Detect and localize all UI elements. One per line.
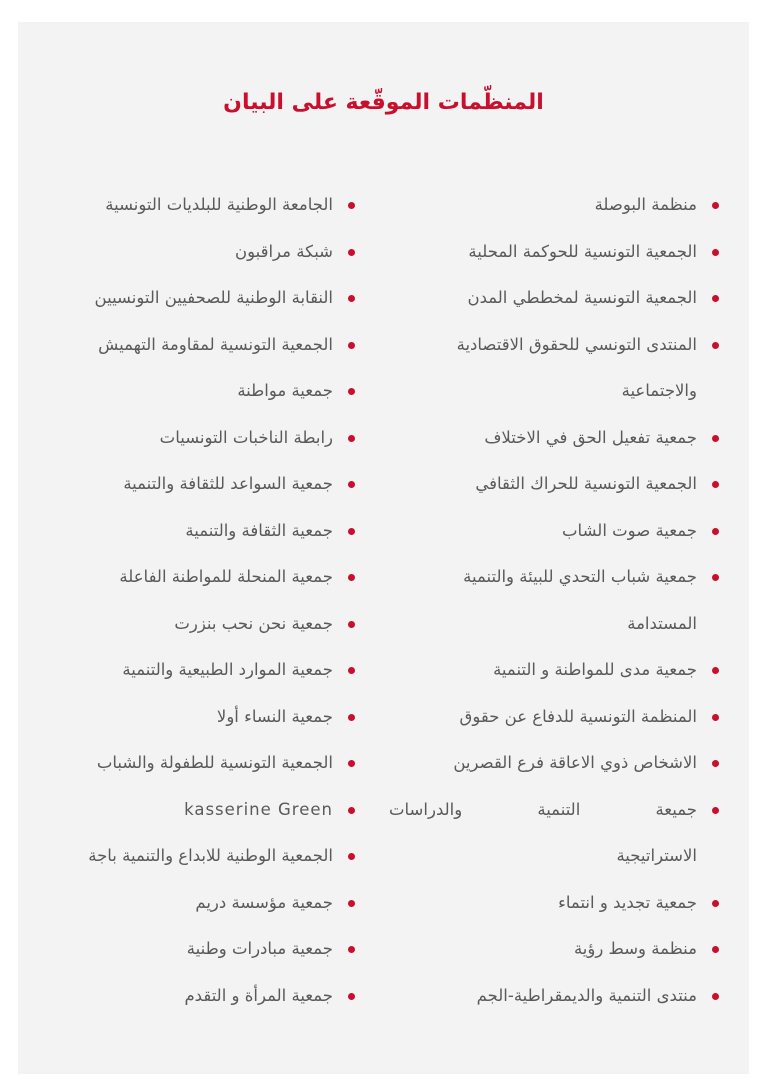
left-organization-item bbox=[15, 885, 355, 932]
left-organization-item bbox=[15, 466, 355, 513]
bullet-dot-icon bbox=[348, 528, 355, 535]
right-organization-item bbox=[389, 327, 719, 374]
bullet-dot-icon bbox=[348, 388, 355, 395]
right-organization-item bbox=[389, 885, 719, 932]
organization-name: جمعية السواعد للثقافة والتنمية bbox=[123, 474, 333, 493]
bullet-dot-icon bbox=[712, 760, 719, 767]
left-organization-item bbox=[15, 280, 355, 327]
organization-name: الجمعية الوطنية للابداع والتنمية باجة bbox=[88, 846, 333, 865]
organization-name: المنظمة التونسية للدفاع عن حقوق bbox=[459, 706, 697, 726]
bullet-dot-icon bbox=[712, 202, 719, 209]
left-organization-item bbox=[15, 745, 355, 792]
organization-name: منتدى التنمية والديمقراطية-الجم bbox=[476, 985, 697, 1005]
right-organization-item bbox=[389, 838, 719, 885]
right-column-list bbox=[389, 187, 719, 1024]
bullet-dot-icon bbox=[712, 900, 719, 907]
left-organization-item bbox=[15, 420, 355, 467]
organization-name: النقابة الوطنية للصحفيين التونسيين bbox=[94, 288, 333, 307]
bullet-dot-icon bbox=[712, 528, 719, 535]
bullet-dot-icon bbox=[712, 807, 719, 814]
right-organization-item bbox=[389, 280, 719, 327]
right-organization-item bbox=[389, 234, 719, 281]
organization-name: جمعية مبادرات وطنية bbox=[186, 939, 333, 958]
bullet-dot-icon bbox=[712, 714, 719, 721]
organization-name: الجمعية التونسية لمخططي المدن bbox=[467, 288, 697, 307]
bullet-dot-icon bbox=[712, 993, 719, 1000]
organization-name: جمعية شباب التحدي للبيئة والتنمية bbox=[463, 567, 697, 586]
right-organization-item bbox=[389, 187, 719, 234]
left-organization-item bbox=[15, 234, 355, 281]
bullet-dot-icon bbox=[712, 667, 719, 674]
left-column-list bbox=[15, 187, 355, 1024]
left-organization-item bbox=[15, 978, 355, 1025]
right-organization-item bbox=[389, 606, 719, 653]
right-organization-item bbox=[389, 559, 719, 606]
right-organization-item bbox=[389, 978, 719, 1025]
organization-name: الجمعية التونسية لمقاومة التهميش bbox=[98, 334, 333, 354]
bullet-dot-icon bbox=[348, 574, 355, 581]
organization-name: جمعية المرأة و التقدم bbox=[184, 985, 333, 1005]
left-organization-item bbox=[15, 327, 355, 374]
bullet-dot-icon bbox=[348, 807, 355, 814]
bullet-dot-icon bbox=[348, 342, 355, 349]
bullet-dot-icon bbox=[348, 481, 355, 488]
organization-name: منظمة البوصلة bbox=[594, 195, 697, 214]
organization-name: جمعية صوت الشاب bbox=[562, 520, 697, 540]
organization-name: جمعية نحن نحب بنزرت bbox=[174, 613, 333, 633]
page-title: المنظّمات الموقّعة على البيان bbox=[223, 90, 544, 115]
organization-name: جميعة التنمية والدراسات bbox=[389, 799, 697, 819]
bullet-dot-icon bbox=[348, 946, 355, 953]
left-organization-item bbox=[15, 699, 355, 746]
bullet-dot-icon bbox=[348, 993, 355, 1000]
left-organization-item bbox=[15, 187, 355, 234]
bullet-dot-icon bbox=[712, 574, 719, 581]
bullet-dot-icon bbox=[348, 621, 355, 628]
bullet-dot-icon bbox=[712, 342, 719, 349]
organization-name: جمعية مدى للمواطنة و التنمية bbox=[493, 660, 697, 679]
left-organization-item bbox=[15, 792, 355, 839]
right-organization-item bbox=[389, 420, 719, 467]
right-organization-item bbox=[389, 745, 719, 792]
organization-name: الجمعية التونسية للطفولة والشباب bbox=[96, 753, 333, 772]
organization-name: kasserine Green bbox=[184, 799, 333, 819]
left-organization-item bbox=[15, 652, 355, 699]
bullet-dot-icon bbox=[348, 853, 355, 860]
organization-name: جمعية تجديد و انتماء bbox=[558, 892, 697, 912]
organization-name: منظمة وسط رؤية bbox=[573, 939, 697, 958]
left-organization-item bbox=[15, 606, 355, 653]
organization-name: جمعية الموارد الطبيعية والتنمية bbox=[122, 660, 333, 679]
organization-name: جمعية النساء أولا bbox=[216, 706, 333, 726]
left-organization-item bbox=[15, 373, 355, 420]
bullet-dot-icon bbox=[712, 249, 719, 256]
organization-name: رابطة الناخبات التونسيات bbox=[159, 427, 333, 447]
document-sheet bbox=[18, 22, 749, 1074]
organization-name: الاستراتيجية bbox=[616, 846, 697, 865]
bullet-dot-icon bbox=[712, 946, 719, 953]
organization-name: المنتدى التونسي للحقوق الاقتصادية bbox=[456, 334, 697, 354]
right-organization-item bbox=[389, 652, 719, 699]
organization-name: المستدامة bbox=[627, 613, 697, 633]
organization-name: جمعية مؤسسة دريم bbox=[195, 892, 333, 912]
right-organization-item bbox=[389, 699, 719, 746]
organization-name: شبكة مراقبون bbox=[234, 241, 333, 261]
bullet-dot-icon bbox=[712, 435, 719, 442]
organization-name: والاجتماعية bbox=[621, 381, 697, 400]
organization-name: الجمعية التونسية للحراك الثقافي bbox=[475, 474, 697, 493]
left-organization-item bbox=[15, 931, 355, 978]
bullet-dot-icon bbox=[348, 435, 355, 442]
bullet-dot-icon bbox=[348, 295, 355, 302]
bullet-dot-icon bbox=[348, 900, 355, 907]
right-organization-item bbox=[389, 931, 719, 978]
organization-name: الاشخاص ذوي الاعاقة فرع القصرين bbox=[453, 753, 697, 772]
left-organization-item bbox=[15, 838, 355, 885]
right-organization-item bbox=[389, 373, 719, 420]
organization-name: جمعية المنحلة للمواطنة الفاعلة bbox=[119, 567, 333, 586]
right-organization-item bbox=[389, 466, 719, 513]
organization-name: الجمعية التونسية للحوكمة المحلية bbox=[468, 241, 697, 261]
organization-name: جمعية تفعيل الحق في الاختلاف bbox=[484, 427, 697, 447]
bullet-dot-icon bbox=[348, 202, 355, 209]
bullet-dot-icon bbox=[348, 760, 355, 767]
organization-name: جمعية الثقافة والتنمية bbox=[185, 520, 333, 540]
left-organization-item bbox=[15, 513, 355, 560]
right-organization-item bbox=[389, 792, 719, 839]
left-organization-item bbox=[15, 559, 355, 606]
bullet-dot-icon bbox=[712, 481, 719, 488]
right-organization-item bbox=[389, 513, 719, 560]
bullet-dot-icon bbox=[348, 249, 355, 256]
organization-name: جمعية مواطنة bbox=[237, 381, 333, 400]
bullet-dot-icon bbox=[348, 667, 355, 674]
bullet-dot-icon bbox=[712, 295, 719, 302]
organization-name: الجامعة الوطنية للبلديات التونسية bbox=[105, 195, 333, 214]
bullet-dot-icon bbox=[348, 714, 355, 721]
